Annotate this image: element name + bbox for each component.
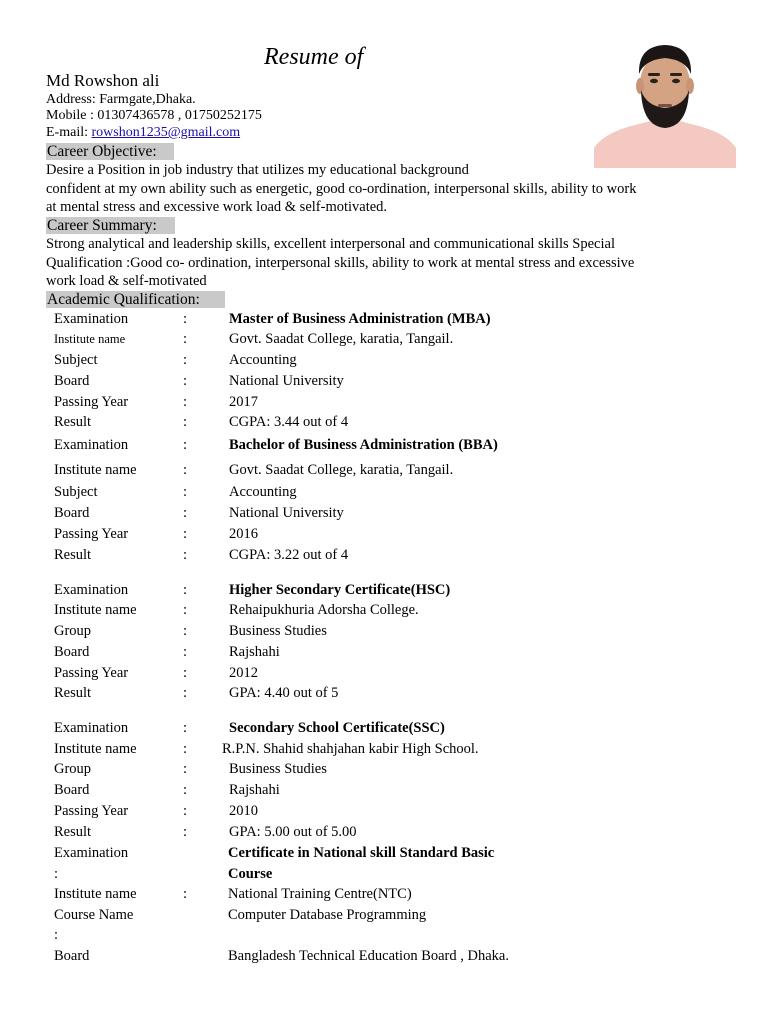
row-label: : [54,927,59,943]
resume-title: Resume of [264,44,364,70]
row-value: 2010 [229,803,258,819]
row-colon: : [183,782,188,798]
row-value: National University [229,373,344,389]
row-colon: : [183,623,188,639]
row-label: Subject [54,484,98,500]
academic-row [0,392,768,412]
academic-row [0,718,768,738]
row-colon: : [183,547,188,563]
row-colon: : [183,437,188,453]
academic-row [0,600,768,620]
row-value: Business Studies [229,761,327,777]
row-value: 2017 [229,394,258,410]
row-label: Result [54,685,92,701]
academic-row [0,642,768,662]
row-value: Bangladesh Technical Education Board , Dhaka. [228,948,509,964]
candidate-name: Md Rowshon ali [46,71,160,90]
row-value: Rajshahi [229,782,280,798]
academic-row [0,309,768,329]
row-label: Result [54,414,92,430]
academic-row [0,460,768,480]
address-line: Address: Farmgate,Dhaka. [46,92,196,107]
row-label: Examination [54,582,129,598]
row-colon: : [183,685,188,701]
row-colon: : [183,741,188,757]
row-colon: : [183,886,188,902]
row-colon: : [183,462,188,478]
academic-row [0,503,768,523]
row-label: Group [54,623,92,639]
row-colon: : [183,824,188,840]
email-label: E-mail: [46,125,92,140]
row-value: National Training Centre(NTC) [228,886,412,902]
row-label: Board [54,505,90,521]
row-label: Examination [54,437,129,453]
row-label: Course Name [54,907,134,923]
academic-row [0,739,768,759]
row-value: Computer Database Programming [228,907,427,923]
row-colon: : [183,373,188,389]
row-label: Examination [54,720,129,736]
academic-row [0,435,768,455]
academic-row [0,864,768,884]
row-label: Passing Year [54,526,129,542]
academic-row [0,925,768,945]
row-value: R.P.N. Shahid shahjahan kabir High School. [222,741,479,757]
mobile-line: Mobile : 01307436578 , 01750252175 [46,108,262,123]
row-colon: : [183,394,188,410]
career-objective-heading: Career Objective: [46,143,174,160]
row-value: National University [229,505,344,521]
academic-row [0,545,768,565]
academic-row [0,371,768,391]
row-value: 2016 [229,526,258,542]
row-colon: : [183,720,188,736]
row-colon: : [183,505,188,521]
academic-row [0,822,768,842]
objective-line-2: confident at my own ability such as energetic, good co-ordination, interpersonal skills, ability to work [46,180,637,197]
row-label: Examination [54,845,129,861]
row-label: Passing Year [54,803,129,819]
row-value: GPA: 4.40 out of 5 [229,685,339,701]
row-label: Institute name [54,332,126,346]
academic-row [0,524,768,544]
row-label: Passing Year [54,665,129,681]
row-label: Passing Year [54,394,129,410]
row-value: Rehaipukhuria Adorsha College. [229,602,419,618]
row-value: Accounting [229,484,297,500]
row-label: Board [54,782,90,798]
row-value: Business Studies [229,623,327,639]
row-value: Secondary School Certificate(SSC) [229,720,445,736]
academic-row [0,683,768,703]
summary-line-1: Strong analytical and leadership skills, excellent interpersonal and communicational skills Special [46,236,615,252]
row-label: Institute name [54,602,137,618]
objective-line-3: at mental stress and excessive work load & self-motivated. [46,199,388,215]
row-label: Board [54,373,90,389]
row-label: Institute name [54,462,137,478]
row-value: Accounting [229,352,297,368]
row-label: Institute name [54,741,137,757]
row-colon: : [183,582,188,598]
academic-row [0,580,768,600]
row-colon: : [183,761,188,777]
row-label: Institute name [54,886,137,902]
row-label: Result [54,547,92,563]
row-value: Bachelor of Business Administration (BBA) [229,437,498,453]
row-value: Course [228,866,273,882]
academic-row [0,329,768,349]
row-colon: : [183,311,188,327]
row-value: Rajshahi [229,644,280,660]
row-label: Board [54,948,90,964]
row-value: CGPA: 3.44 out of 4 [229,414,349,430]
row-colon: : [183,414,188,430]
academic-row [0,412,768,432]
row-colon: : [183,803,188,819]
row-colon: : [183,665,188,681]
row-colon: : [183,331,188,347]
academic-row [0,663,768,683]
academic-row [0,884,768,904]
academic-row [0,621,768,641]
academic-row [0,482,768,502]
row-label: Examination [54,311,129,327]
row-colon: : [183,352,188,368]
row-label: Result [54,824,92,840]
row-value: Certificate in National skill Standard Basic [228,845,495,861]
row-label: Board [54,644,90,660]
row-label: Group [54,761,92,777]
row-value: Govt. Saadat College, karatia, Tangail. [229,331,454,347]
summary-line-2: Qualification :Good co- ordination, interpersonal skills, ability to work at mental stress and excessive [46,254,635,271]
row-value: GPA: 5.00 out of 5.00 [229,824,357,840]
row-value: CGPA: 3.22 out of 4 [229,547,349,563]
row-colon: : [183,526,188,542]
email-link[interactable]: rowshon1235@gmail.com [91,125,241,140]
summary-line-3: work load & self-motivated [46,273,207,289]
academic-row [0,759,768,779]
row-value: Higher Secondary Certificate(HSC) [229,582,451,598]
row-label: : [54,866,59,882]
academic-row [0,843,768,863]
row-colon: : [183,484,188,500]
row-label: Subject [54,352,98,368]
row-colon: : [183,644,188,660]
academic-row [0,350,768,370]
academic-row [0,780,768,800]
academic-row [0,905,768,925]
objective-line-1: Desire a Position in job industry that utilizes my educational background [46,162,469,178]
row-value: Govt. Saadat College, karatia, Tangail. [229,462,454,478]
career-summary-heading: Career Summary: [46,217,175,234]
row-colon: : [183,602,188,618]
academic-qualification-heading: Academic Qualification: [46,291,225,308]
row-value: Master of Business Administration (MBA) [229,311,491,327]
row-value: 2012 [229,665,258,681]
academic-row [0,801,768,821]
academic-row [0,946,768,966]
